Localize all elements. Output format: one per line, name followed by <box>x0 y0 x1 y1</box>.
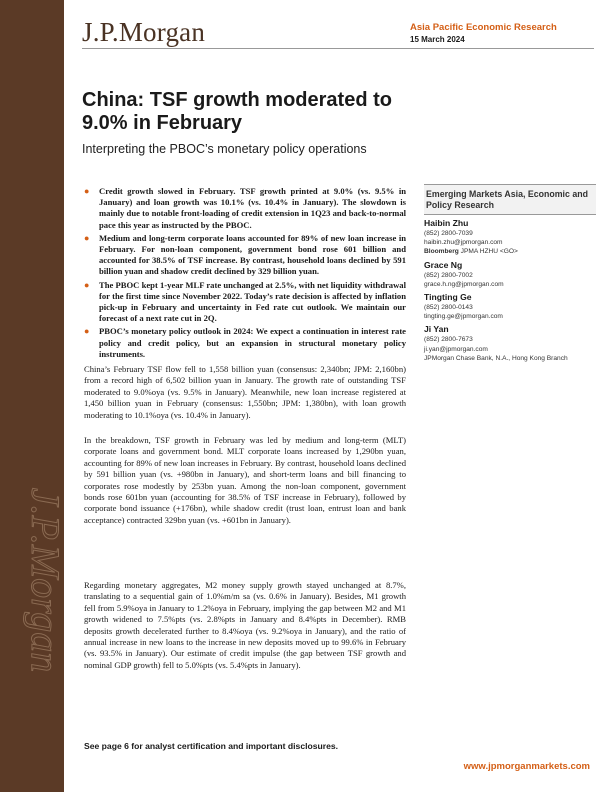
jpmorgan-watermark <box>4 470 68 690</box>
analyst-card <box>424 218 596 257</box>
analyst-phone: (852) 2800-7002 <box>424 271 473 279</box>
bullet-icon: ● <box>84 326 90 337</box>
jpmorgan-logo: J.P.Morgan <box>82 17 206 47</box>
analyst-panel <box>424 184 596 363</box>
key-point-text: Credit growth slowed in February. TSF growth printed at 9.0% (vs. 9.5% in January) and loan growth was 10.1% (vs. 10.4% in January). The slowdown is mainly due to notable front-loading of credit extension in 1Q23 and back-to-normal pace this year as instructed by the PBOC. <box>99 186 406 230</box>
key-point-text: PBOC’s monetary policy outlook in 2024: We expect a continuation in interest rate policy and credit policy, but an expansion in structural monetary policy instruments. <box>99 326 406 359</box>
analyst-name: Grace Ng <box>424 259 463 270</box>
watermark-text: J.P.Morgan <box>23 487 68 673</box>
report-series <box>410 22 590 44</box>
analyst-phone: (852) 2800-7673 <box>424 336 473 344</box>
analyst-card <box>424 260 596 289</box>
key-point-text: Medium and long-term corporate loans accounted for 89% of new loan increase in February. For non-loan component, government bond rose 601 billion and accounted for 38.5% of TSF increase. By contrast, household loans declined by 591 billion yuan and shadow credit declined by 329 billion yuan. <box>99 232 406 277</box>
body-paragraph: In the breakdown, TSF growth in February was led by medium and long-term (MLT) corporate loans and government bond. MLT corporate loans increased by 1,290bn yuan, accounting for 89% of new loan increases in February. By contrast, household loans declined by 591 billion yuan (vs. +980bn in January), and short-term loans and bill financing to corporates rose modestly by 253bn yuan. Among the non-loan component, government bonds rose 601bn yuan (accounting for 38.5% of TSF increase in February), followed by corporate bond issuance (+176bn), while shadow credit (trust loan, entrust loan and bank acceptance) contracted 329bn yuan (vs. +601bn in January). <box>84 435 406 525</box>
team-name: Emerging Markets Asia, Economic and Policy Research <box>424 184 596 215</box>
bullet-icon: ● <box>84 279 90 290</box>
analyst-entity: JPMorgan Chase Bank, N.A., Hong Kong Branch <box>424 354 568 362</box>
series-name: Asia Pacific Economic Research <box>410 22 557 33</box>
analyst-name: Haibin Zhu <box>424 218 469 228</box>
analyst-bloomberg <box>424 247 596 256</box>
key-points-list <box>84 186 406 362</box>
website-link[interactable]: www.jpmorganmarkets.com <box>463 761 590 772</box>
bullet-icon: ● <box>84 232 90 243</box>
brand-sidebar <box>0 0 68 792</box>
bullet-icon: ● <box>84 186 90 196</box>
analyst-phone: (852) 2800-7039 <box>424 230 473 237</box>
analyst-email[interactable]: tingting.ge@jpmorgan.com <box>424 313 503 321</box>
key-point <box>84 186 406 231</box>
analyst-name: Ji Yan <box>424 324 449 335</box>
key-point-text: The PBOC kept 1-year MLF rate unchanged at 2.5%, with net liquidity withdrawal for the first time since November 2022. Today’s rate decision is affected by inflation pick-up in February and uncertainty in Fed rate cut outlook. We maintain our forecast of a next rate cut in 2Q. <box>99 279 406 324</box>
bloomberg-label: Bloomberg <box>424 248 459 256</box>
body-paragraph: Regarding monetary aggregates, M2 money supply growth stayed unchanged at 8.7%, translating to a sequential gain of 1.0%m/m sa (vs. 0.6% in January). Besides, M1 growth fell from 5.9%oya in January to 1.2%oya in February, implying the gap between M2 and M1 growth widened to 7.5%pts (vs. 2.8%pts in January and 8.4%pts in December). RMB deposits growth decelerated further to 8.4%oya (vs. 9.2%oya in January), and the ratio of annual increase in new loans to the increase in new deposits moved up to 99.6% in February (vs. 93.5% in January). Our estimate of credit impulse (the gap between TSF growth and nominal GDP growth) fell to 5.0%pts (vs. 5.4%pts in January). <box>84 580 406 670</box>
analyst-email[interactable]: grace.h.ng@jpmorgan.com <box>424 280 504 288</box>
report-subtitle: Interpreting the PBOC’s monetary policy operations <box>82 142 367 156</box>
key-point <box>84 280 406 325</box>
analyst-card <box>424 324 596 363</box>
body-paragraph: China’s February TSF flow fell to 1,558 billion yuan (consensus: 2,340bn; JPM: 2,160bn) from a record high of 6,502 billion yuan in January. The growth rate of outstanding TSF moderated to 9.0%oya (vs. 9.5% in January). Meanwhile, new loan increase registered at 1,450 billion yuan in February (consensus: 1,550bn; JPM: 1,380bn), with loan growth moderating to 10.1%oya (vs. 10.4% in January). <box>84 364 406 420</box>
bloomberg-ticker: JPMA HZHU <GO> <box>458 248 518 256</box>
analyst-card <box>424 292 596 321</box>
report-title: China: TSF growth moderated to 9.0% in February <box>82 89 392 134</box>
analyst-email[interactable]: haibin.zhu@jpmorgan.com <box>424 239 503 247</box>
analyst-email[interactable]: ji.yan@jpmorgan.com <box>424 345 488 353</box>
analyst-name: Tingting Ge <box>424 292 472 303</box>
key-point <box>84 233 406 278</box>
header-divider <box>82 48 594 49</box>
disclosure-note: See page 6 for analyst certification and important disclosures. <box>84 741 339 751</box>
publication-date: 15 March 2024 <box>410 35 465 44</box>
analyst-phone: (852) 2800-0143 <box>424 304 473 312</box>
key-point <box>84 326 406 360</box>
